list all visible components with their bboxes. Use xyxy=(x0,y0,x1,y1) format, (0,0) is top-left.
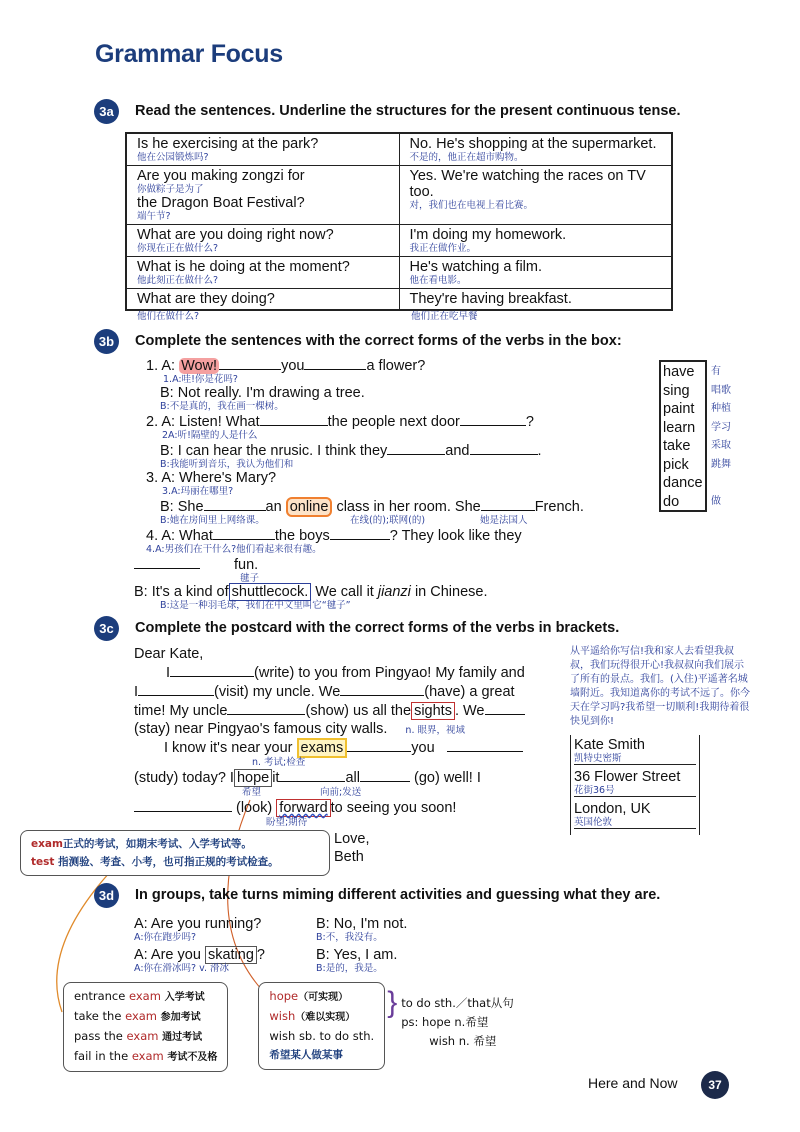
section-badge-3a: 3a xyxy=(94,99,119,124)
answer-blank[interactable] xyxy=(134,555,200,569)
exercise-line: 1. A: Wow! you a flower? xyxy=(146,358,426,374)
annotation: 希望 xyxy=(242,787,262,798)
answer-blank[interactable] xyxy=(304,356,366,370)
annotation: 她是法国人 xyxy=(480,515,528,526)
annotation: B:不是真的，我在画一棵树。 xyxy=(160,401,284,412)
address-line: London, UK 英国伦敦 xyxy=(574,801,696,829)
address-box xyxy=(570,735,700,835)
usage-note: ps: hope n.希望 xyxy=(401,1015,489,1029)
verb: dance xyxy=(663,475,703,491)
verb: learn xyxy=(663,419,696,436)
verb: take xyxy=(663,438,691,454)
table-cell: They're having breakfast. xyxy=(399,289,672,311)
table-cell: Is he exercising at the park? 他在公园锻炼吗? xyxy=(126,133,399,166)
answer-blank[interactable] xyxy=(227,701,305,715)
closing: Love, xyxy=(334,831,370,847)
exercise-line: B: She an online class in her room. She French. xyxy=(160,499,584,515)
section-header-3c xyxy=(94,615,800,641)
annotation: 3.A:玛丽在哪里? xyxy=(162,486,234,497)
table-cell: What are they doing? xyxy=(126,289,399,311)
exercise-line: 3. A: Where's Mary? xyxy=(146,470,277,486)
annotation: 2A:听!隔壁的人是什么 xyxy=(162,430,258,441)
annotation: 在线(的);联网(的) xyxy=(350,515,426,526)
exercise-line: B: I can hear the nrusic. I think they and . xyxy=(160,443,542,459)
dialog-line: B: Yes, I am. xyxy=(316,947,398,963)
exercise-line: B: It's a kind of shuttlecock. We call it jianzi in Chinese. xyxy=(134,584,488,600)
section-badge-3c: 3c xyxy=(94,616,119,641)
letter-line: I know it's near your exams you xyxy=(134,738,566,757)
translation-note: 从平遥给你写信!我和家人去看望我叔叔，我们玩得很开心!我叔叔向我们展示了所有的景点。我们。(入住)平遥著名城墙附近。我知道离你的考试不远了。你今天在学习吗?我希望一切顺利!我期待着很快见到你! xyxy=(570,646,750,727)
postcard-letter xyxy=(31,645,566,876)
exercise-3b xyxy=(134,356,654,611)
annotation-row xyxy=(134,515,654,526)
table-cell: Are you making zongzi for 你做粽子是为了 the Dragon Boat Festival? 端午节? xyxy=(126,166,399,225)
verb: have xyxy=(663,364,695,380)
page-title: Grammar Focus xyxy=(95,40,283,68)
annotation: n. 眼界，视域 xyxy=(405,725,465,736)
verb-box xyxy=(659,360,707,512)
table-cell: What is he doing at the moment? 他此刻正在做什么? xyxy=(126,257,399,289)
annotation: n. 考试;检查 xyxy=(252,757,306,768)
usage-note: to do sth.／that从句 xyxy=(401,996,514,1010)
answer-blank[interactable] xyxy=(330,526,390,540)
answer-blank[interactable] xyxy=(213,526,275,540)
answer-blank[interactable] xyxy=(204,497,266,511)
section-header-3d xyxy=(94,882,800,908)
answer-blank[interactable] xyxy=(138,682,214,696)
footer-title: Here and Now xyxy=(588,1075,678,1091)
table-cell: He's watching a film. 他在看电影。 xyxy=(399,257,672,289)
instruction-3b: Complete the sentences with the correct forms of the verbs in the box: xyxy=(135,333,622,349)
letter-line: I (visit) my uncle. We (have) a great xyxy=(134,684,515,700)
annotation: 4.A:男孩们在干什么?他们看起来很有趣。 xyxy=(146,544,322,555)
answer-blank[interactable] xyxy=(360,768,410,782)
table-cell: No. He's shopping at the supermarket. 不是的，他正在超市购物。 xyxy=(399,133,672,166)
instruction-3a: Read the sentences. Underline the structures for the present continuous tense. xyxy=(135,103,681,119)
section-badge-3b: 3b xyxy=(94,329,119,354)
answer-blank[interactable] xyxy=(134,798,232,812)
answer-blank[interactable] xyxy=(170,663,254,677)
annotation: B:是的，我是。 xyxy=(316,963,383,974)
annotation: B:她在房间里上网络课。 xyxy=(160,515,265,526)
sentence-table xyxy=(125,132,673,311)
table-cell: What are you doing right now? 你现在正在做什么? xyxy=(126,225,399,257)
address-line: 36 Flower Street 花街36号 xyxy=(574,769,696,797)
answer-blank[interactable] xyxy=(347,738,411,752)
exam-test-tip: exam正式的考试，如期末考试、入学考试等。 test 指测验、考查、小考，也可指正规的考试检查。 xyxy=(20,830,330,876)
annotation-row xyxy=(134,787,566,798)
annotation: B:这是一种羽毛球，我们在中文里叫它“毽子” xyxy=(160,600,351,611)
dialog-example xyxy=(134,916,800,974)
exercise-line: B: Not really. I'm drawing a tree. xyxy=(160,385,365,401)
exam-phrases-box: entrance exam 入学考试 take the exam 参加考试 pass the exam 通过考试 fail in the exam 考试不及格 xyxy=(63,982,228,1072)
table-cell: Yes. We're watching the races on TV too. 对，我们也在电视上看比赛。 xyxy=(399,166,672,225)
verb: do xyxy=(663,493,680,510)
verb-translations: 有 唱歌 种植 学习 采取 跳舞 做 xyxy=(711,366,731,508)
answer-blank[interactable] xyxy=(260,412,328,426)
verb: paint xyxy=(663,401,695,417)
page-number: 37 xyxy=(701,1071,729,1099)
letter-line: (look) forward to seeing you soon! xyxy=(134,798,566,817)
exercise-line: 2. A: Listen! What the people next door ? xyxy=(146,414,534,430)
brace-icon: } xyxy=(387,986,398,1019)
annotation: B:不，我没有。 xyxy=(316,932,383,943)
letter-line: (study) today? I hope it all (go) well! I xyxy=(134,770,481,786)
exercise-line: 4. A: What the boys ? They look like they xyxy=(146,528,522,544)
section-header-3a xyxy=(94,98,800,124)
answer-blank[interactable] xyxy=(447,738,523,752)
answer-blank[interactable] xyxy=(340,682,424,696)
instruction-3c: Complete the postcard with the correct forms of the verbs in brackets. xyxy=(135,620,620,636)
greeting: Dear Kate, xyxy=(134,646,204,662)
annotation: 向前;发送 xyxy=(320,787,362,798)
section-badge-3d: 3d xyxy=(94,883,119,908)
answer-blank[interactable] xyxy=(481,497,535,511)
answer-blank[interactable] xyxy=(219,356,281,370)
annotation: 他们在做什么? xyxy=(137,311,200,322)
instruction-3d: In groups, take turns miming different activities and guessing what they are. xyxy=(135,887,661,903)
dialog-line: A: Are you skating ? xyxy=(134,947,265,963)
exercise-line: fun. xyxy=(134,555,654,573)
signature: Beth xyxy=(334,849,364,865)
table-cell: I'm doing my homework. 我正在做作业。 xyxy=(399,225,672,257)
annotation: B:我能听到音乐，我认为他们和 xyxy=(160,459,294,470)
annotation: 盼望;期待 xyxy=(266,817,308,828)
annotation: A:你在滑冰吗? v. 滑冰 xyxy=(134,963,230,974)
hope-wish-box: hope（可实现） wish（难以实现） wish sb. to do sth. 希望某人做某事 xyxy=(258,982,385,1070)
letter-line: time! My uncle (show) us all the sights . We xyxy=(134,701,566,720)
letter-line: I (write) to you from Pingyao! My family and xyxy=(166,665,525,681)
usage-note: wish n. 希望 xyxy=(429,1034,497,1048)
verb: pick xyxy=(663,456,689,473)
letter-line: (stay) near Pingyao's famous city walls. n. 眼界，视域 xyxy=(134,721,465,737)
annotation: 1.A:哇!你是花吗? xyxy=(163,374,238,385)
dialog-line: B: No, I'm not. xyxy=(316,916,408,932)
annotation: A:你在跑步吗? xyxy=(134,932,197,943)
answer-blank[interactable] xyxy=(387,441,445,455)
answer-blank[interactable] xyxy=(470,441,538,455)
dialog-line: A: Are you running? xyxy=(134,916,262,932)
annotation: 毽子 xyxy=(240,573,260,584)
answer-blank[interactable] xyxy=(460,412,526,426)
verb: sing xyxy=(663,382,690,399)
answer-blank[interactable] xyxy=(279,768,345,782)
address-line: Kate Smith 凯特史密斯 xyxy=(574,737,696,765)
section-header-3b xyxy=(94,328,800,354)
annotation: 他们正在吃早餐 xyxy=(411,311,478,322)
answer-blank[interactable] xyxy=(485,701,525,715)
